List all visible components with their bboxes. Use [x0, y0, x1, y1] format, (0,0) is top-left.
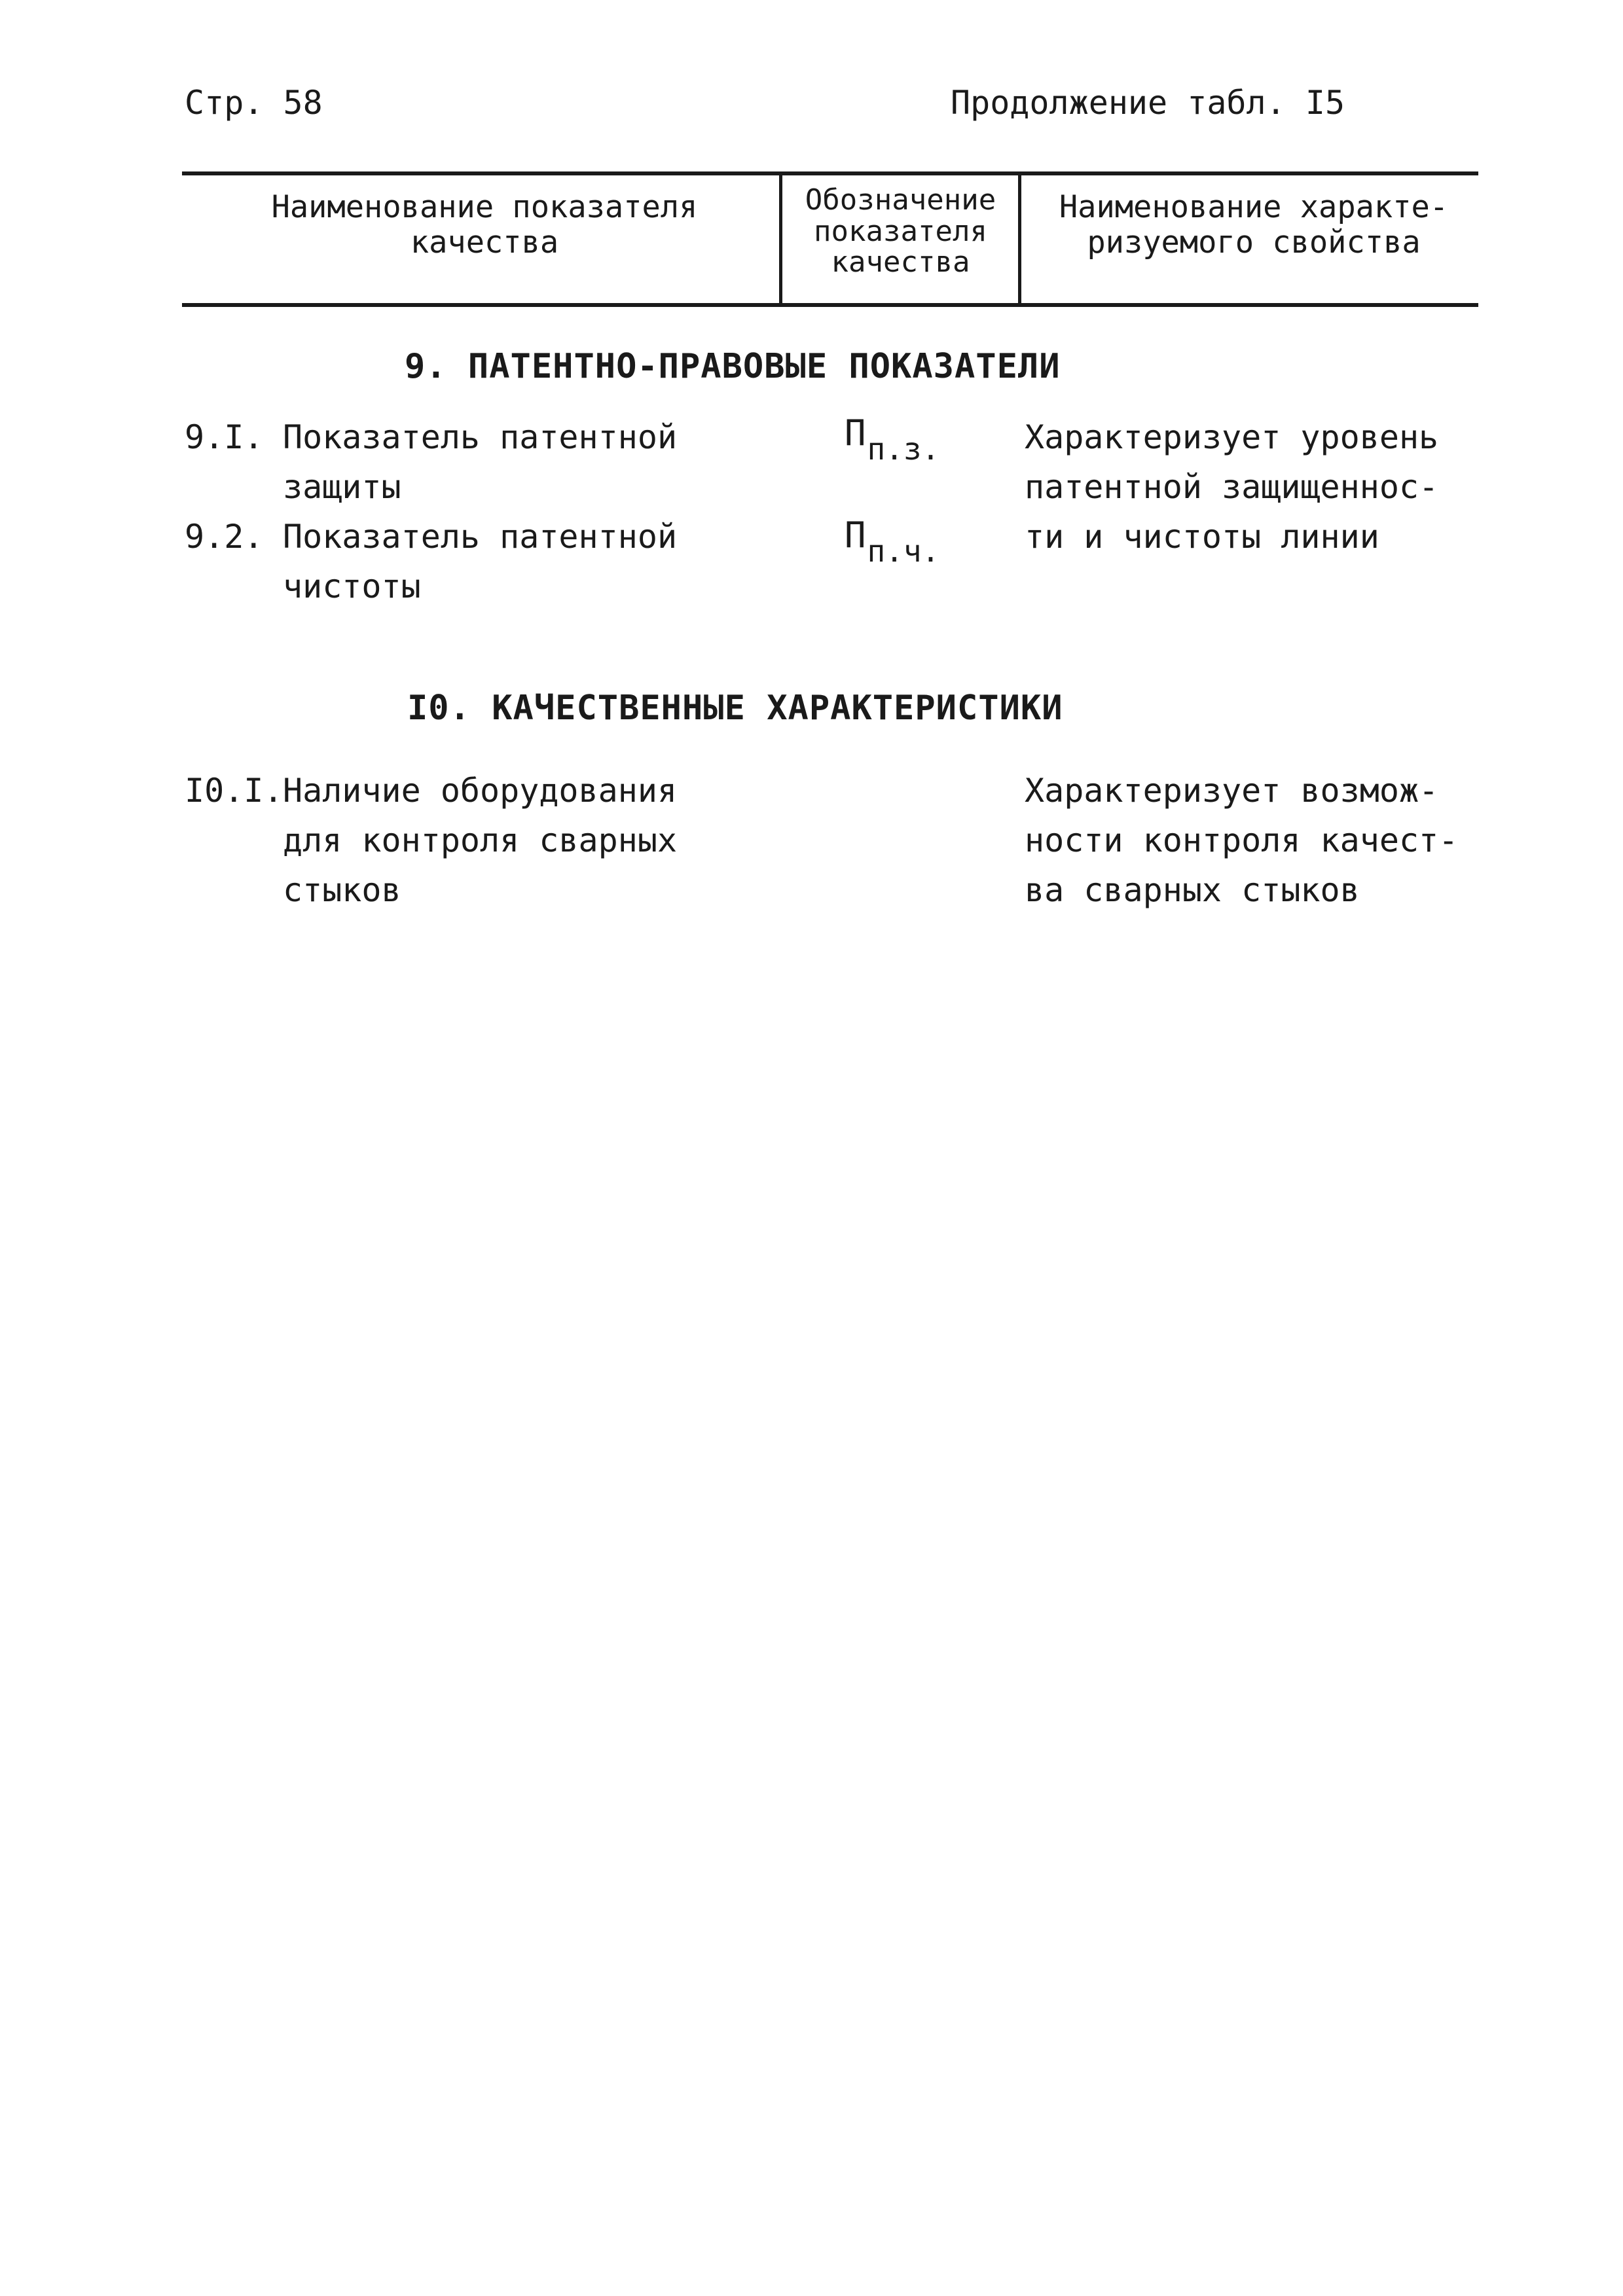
item-9-1-number: 9.I.: [185, 418, 264, 456]
item-10-1-number: I0.I.: [185, 772, 283, 810]
item-9-1-name: Показатель патентной защиты: [283, 418, 678, 506]
table-top-rule: [182, 171, 1478, 175]
column-header-indicator-name: Наименование показателя качества: [271, 189, 698, 261]
table-header-bottom-rule: [182, 303, 1478, 307]
column-separator-2: [1018, 175, 1021, 303]
item-9-2-name: Показатель патентной чистоты: [283, 518, 678, 605]
item-9-2-symbol: $П_{п.ч.}$: [845, 514, 940, 569]
item-9-1-symbol: $П_{п.з.}$: [845, 412, 940, 467]
section-9-description: Характеризует уровень патентной защищеннос- ти и чистоты линии: [1025, 418, 1439, 556]
section-10-title: I0. КАЧЕСТВЕННЫЕ ХАРАКТЕРИСТИКИ: [407, 689, 1063, 728]
table-continuation-label: Продолжение табл. I5: [951, 84, 1345, 122]
column-header-property-name: Наименование характе- ризуемого свойства: [1059, 189, 1449, 261]
item-10-1-name: Наличие оборудования для контроля сварных стыков: [283, 772, 678, 909]
column-separator-1: [779, 175, 782, 303]
section-9-title: 9. ПАТЕНТНО-ПРАВОВЫЕ ПОКАЗАТЕЛИ: [405, 347, 1061, 386]
section-10-description: Характеризует возмож- ности контроля качест- ва сварных стыков: [1025, 772, 1459, 909]
column-header-designation: Обозначение показателя качества: [805, 183, 996, 279]
item-9-2-number: 9.2.: [185, 518, 264, 556]
page-number: Стр. 58: [185, 84, 323, 122]
